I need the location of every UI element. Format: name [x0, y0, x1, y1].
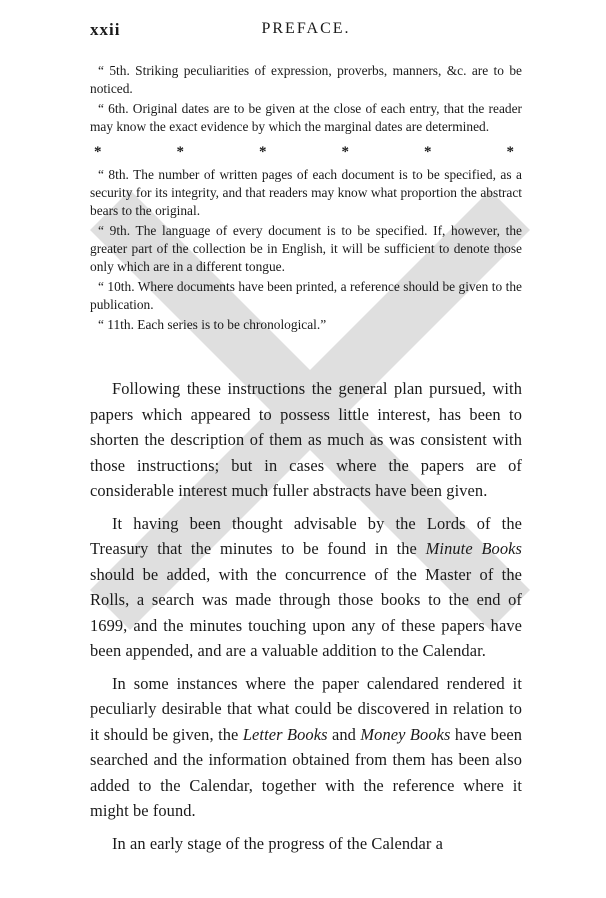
rule-11th: “ 11th. Each series is to be chronological.” — [98, 317, 327, 332]
paragraph-minute-books: It having been thought advisable by the Lords of the Treasury that the minutes to be found in the Minute Books should be added, with the concurrence of the Master of the Rolls, a search was made through those books to the end of 1699, and the minutes touching upon any of these papers have been appended, and are a valuable addition to the Calendar. — [90, 513, 522, 660]
quoted-instructions — [90, 62, 522, 336]
main-text — [90, 376, 522, 863]
rule-10th: “ 10th. Where documents have been printed, a reference should be given to the publication. — [90, 279, 522, 312]
italic-letter-books: Letter Books — [242, 724, 328, 744]
rule-6th: “ 6th. Original dates are to be given at the close of each entry, that the reader may know the exact evidence by which the marginal dates are determined. — [90, 101, 522, 134]
rule-5th: “ 5th. Striking peculiarities of expression, proverbs, manners, &c. are to be noticed. — [90, 63, 522, 96]
star-mark: * — [259, 143, 267, 160]
star-mark: * — [506, 143, 514, 160]
page-number: xxii — [90, 20, 121, 39]
running-head: PREFACE. — [261, 20, 351, 37]
italic-money-books: Money Books — [360, 724, 451, 744]
page-header — [90, 20, 522, 44]
star-mark: * — [341, 143, 349, 160]
paragraph-early-stage: In an early stage of the progress of the Calendar a — [112, 833, 443, 853]
star-mark: * — [176, 143, 184, 160]
rule-8th: “ 8th. The number of written pages of each document is to be specified, as a security for its integrity, and that readers may know what proportion the abstract bears to the original. — [90, 167, 522, 218]
italic-minute-books: Minute Books — [425, 539, 522, 558]
star-mark: * — [94, 143, 102, 160]
star-mark: * — [424, 143, 432, 160]
paragraph-plan: Following these instructions the general plan pursued, with papers which appeared to possess little interest, has been to shorten the description of them as much as was consistent with those instructions; but in cases where the papers are of considerable interest much fuller abstracts have been given. — [90, 379, 522, 500]
paragraph-letter-books: In some instances where the paper calendared rendered it peculiarly desirable that what could be discovered in relation to it should be given, the Letter Books and Money Books have been searched and the information obtained from them has been also added to the Calendar, together with the reference where it might be found. — [90, 673, 522, 820]
omission-stars — [90, 140, 522, 164]
rule-9th: “ 9th. The language of every document is to be specified. If, however, the greater part of the collection be in English, it will be sufficient to denote those only which are in a different tongue. — [90, 223, 522, 274]
